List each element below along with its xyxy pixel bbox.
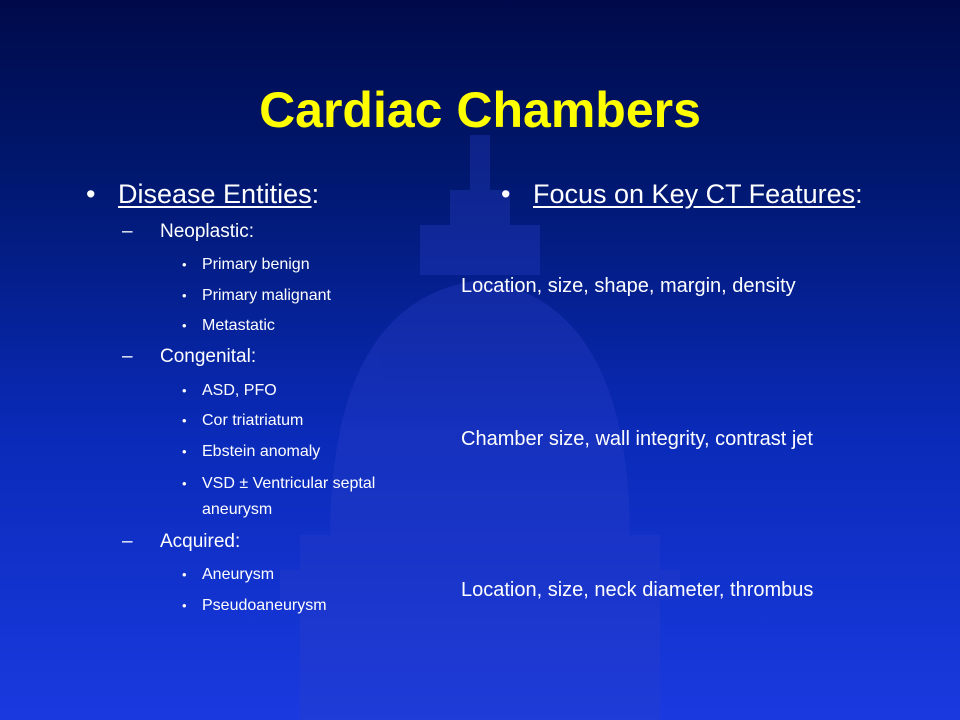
- feature-line: Location, size, neck diameter, thrombus: [461, 579, 814, 601]
- feature-line: Location, size, shape, margin, density: [461, 275, 796, 297]
- bullet: •: [86, 179, 96, 209]
- group-label: Acquired:: [160, 531, 241, 552]
- heading-colon: :: [311, 179, 320, 209]
- group-label: Neoplastic:: [160, 221, 254, 242]
- slide-title: Cardiac Chambers: [259, 82, 701, 138]
- bullet: •: [501, 179, 511, 209]
- ct-features-heading: Focus on Key CT Features: [533, 179, 856, 209]
- dash: –: [122, 531, 133, 552]
- dash: –: [122, 221, 133, 242]
- feature-line: Chamber size, wall integrity, contrast jet: [461, 428, 813, 450]
- disease-entities-heading: Disease Entities: [118, 179, 312, 209]
- group-label: Congenital:: [160, 346, 257, 367]
- heading-colon: :: [855, 179, 863, 209]
- dash: –: [122, 346, 133, 367]
